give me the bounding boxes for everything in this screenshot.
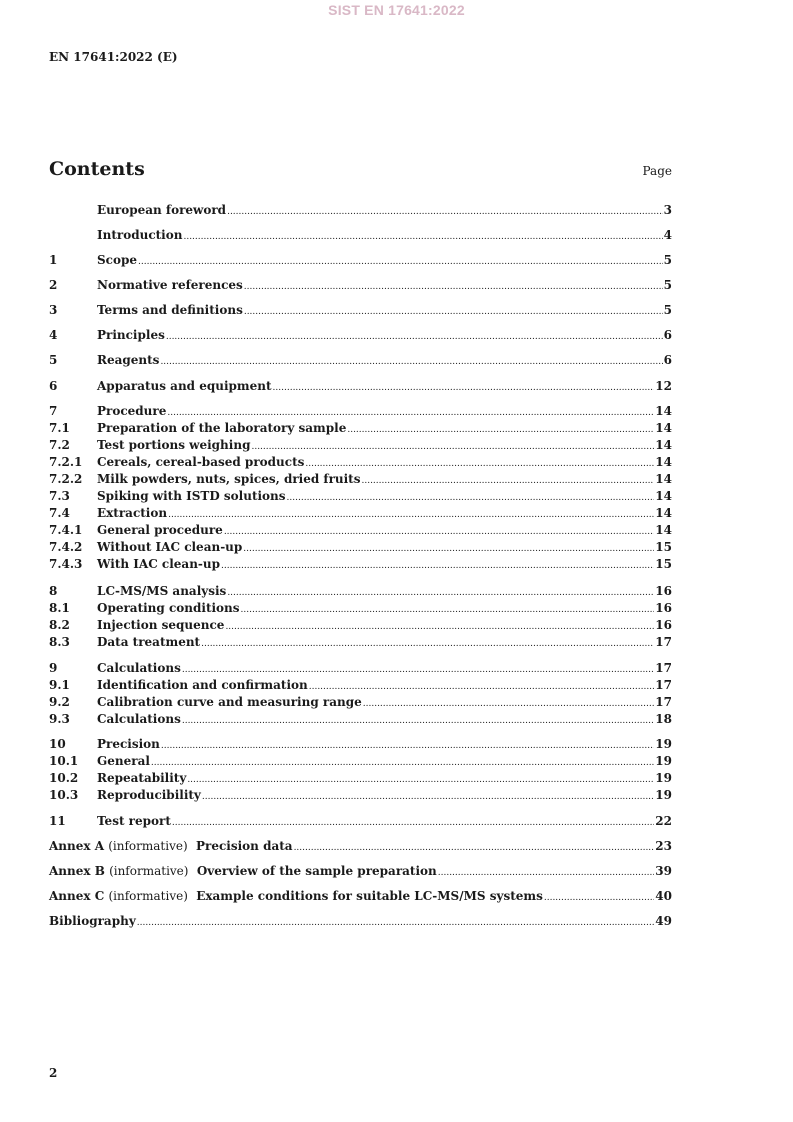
toc-entry-title: Repeatability: [97, 771, 187, 785]
toc-entry-page: 5: [663, 253, 672, 267]
toc-entry[interactable]: [49, 437, 672, 454]
toc-leader-dots: [172, 813, 654, 832]
toc-entry-number: 8.2: [49, 618, 70, 632]
toc-entry-number: 3: [49, 303, 58, 317]
toc-entry-title: Terms and definitions: [97, 303, 243, 317]
toc-entry[interactable]: [49, 378, 672, 395]
toc-entry[interactable]: [49, 352, 672, 369]
toc-leader-dots: [544, 888, 654, 907]
toc-entry-title: Calculations: [97, 661, 181, 675]
toc-entry[interactable]: [49, 600, 672, 617]
toc-leader-dots: [273, 378, 655, 397]
toc-entry-page: 3: [663, 203, 672, 217]
toc-entry-page: 49: [655, 914, 672, 928]
annex-informative-tag: (informative): [109, 864, 189, 878]
toc-leader-dots: [244, 302, 663, 321]
toc-entry[interactable]: [49, 556, 672, 573]
toc-entry-title: Injection sequence: [97, 618, 225, 632]
toc-entry-title: With IAC clean-up: [97, 557, 221, 571]
toc-leader-dots: [183, 227, 662, 246]
toc-entry[interactable]: [49, 711, 672, 728]
page-column-label: Page: [642, 164, 672, 178]
toc-leader-dots: [182, 711, 654, 730]
toc-entry-page: 18: [655, 712, 672, 726]
toc-entry-title: Bibliography: [49, 914, 136, 928]
toc-entry-page: 14: [655, 438, 672, 452]
toc-entry-page: 39: [655, 864, 672, 878]
toc-entry-title: Extraction: [97, 506, 168, 520]
toc-entry-number: 8: [49, 584, 58, 598]
annex-title: Example conditions for suitable LC-MS/MS systems: [196, 889, 543, 903]
toc-entry-number: 7.2.2: [49, 472, 83, 486]
toc-leader-dots: [160, 352, 662, 371]
toc-entry-page: 17: [655, 695, 672, 709]
annex-id: Annex C: [49, 889, 105, 903]
annex-informative-tag: (informative): [108, 889, 188, 903]
toc-annex-label: [49, 863, 437, 880]
toc-entry-title: Calculations: [97, 712, 181, 726]
toc-entry-page: 6: [663, 328, 672, 342]
toc-entry-page: 15: [655, 557, 672, 571]
toc-bibliography-entry[interactable]: [49, 913, 672, 930]
toc-entry-number: 7.4.3: [49, 557, 83, 571]
toc-entry-page: 14: [655, 421, 672, 435]
toc-leader-dots: [201, 634, 654, 653]
toc-entry-title: Principles: [97, 328, 165, 342]
toc-entry-page: 12: [655, 379, 672, 393]
toc-entry[interactable]: [49, 522, 672, 539]
toc-entry[interactable]: [49, 787, 672, 804]
toc-annex-entry[interactable]: [49, 838, 672, 855]
annex-id: Annex B: [49, 864, 105, 878]
toc-entry-page: 40: [655, 889, 672, 903]
toc-entry-number: 1: [49, 253, 58, 267]
toc-entry-page: 19: [655, 771, 672, 785]
toc-entry-page: 16: [655, 584, 672, 598]
toc-entry-title: General: [97, 754, 150, 768]
toc-entry-page: 14: [655, 455, 672, 469]
toc-entry-number: 7.1: [49, 421, 70, 435]
toc-entry-number: 11: [49, 814, 66, 828]
toc-leader-dots: [227, 202, 663, 221]
toc-entry-number: 10.2: [49, 771, 79, 785]
toc-entry-page: 19: [655, 788, 672, 802]
toc-entry-page: 19: [655, 754, 672, 768]
toc-entry-number: 7: [49, 404, 58, 418]
toc-leader-dots: [438, 863, 655, 882]
toc-entry-title: Scope: [97, 253, 138, 267]
toc-entry[interactable]: [49, 252, 672, 269]
toc-entry-number: 7.2: [49, 438, 70, 452]
toc-entry-number: 7.2.1: [49, 455, 83, 469]
toc-entry-page: 19: [655, 737, 672, 751]
toc-entry-page: 14: [655, 472, 672, 486]
toc-entry[interactable]: [49, 617, 672, 634]
toc-entry[interactable]: [49, 454, 672, 471]
toc-entry[interactable]: [49, 420, 672, 437]
document-id: EN 17641:2022 (E): [49, 50, 178, 64]
toc-leader-dots: [221, 556, 654, 575]
toc-entry-number: 9: [49, 661, 58, 675]
toc-entry-number: 8.1: [49, 601, 70, 615]
toc-entry-title: Identification and confirmation: [97, 678, 308, 692]
toc-entry-number: 7.4: [49, 506, 70, 520]
toc-entry-number: 9.1: [49, 678, 70, 692]
toc-entry-title: Spiking with ISTD solutions: [97, 489, 286, 503]
toc-entry-page: 17: [655, 635, 672, 649]
toc-entry-number: 10.3: [49, 788, 79, 802]
toc-entry[interactable]: [49, 753, 672, 770]
toc-entry[interactable]: [49, 403, 672, 420]
toc-entry-page: 14: [655, 506, 672, 520]
toc-entry[interactable]: [49, 660, 672, 677]
toc-entry-number: 7.4.2: [49, 540, 83, 554]
toc-entry-number: 7.3: [49, 489, 70, 503]
toc-entry-number: 9.3: [49, 712, 70, 726]
toc-entry-page: 4: [663, 228, 672, 242]
toc-entry-title: Test portions weighing: [97, 438, 251, 452]
toc-entry-title: Procedure: [97, 404, 167, 418]
toc-entry[interactable]: [49, 202, 672, 219]
annex-informative-tag: (informative): [108, 839, 188, 853]
toc-entry[interactable]: [49, 677, 672, 694]
toc-entry-number: 7.4.1: [49, 523, 83, 537]
toc-entry[interactable]: [49, 471, 672, 488]
toc-entry-page: 6: [663, 353, 672, 367]
toc-entry[interactable]: [49, 694, 672, 711]
toc-entry-title: Data treatment: [97, 635, 201, 649]
toc-entry-title: LC-MS/MS analysis: [97, 584, 227, 598]
toc-entry[interactable]: [49, 488, 672, 505]
toc-leader-dots: [138, 252, 663, 271]
toc-entry-number: 5: [49, 353, 58, 367]
toc-entry-number: 2: [49, 278, 58, 292]
toc-entry-title: Reproducibility: [97, 788, 201, 802]
toc-entry-page: 14: [655, 489, 672, 503]
annex-title: Precision data: [196, 839, 293, 853]
annex-title: Overview of the sample preparation: [196, 864, 437, 878]
toc-entry[interactable]: [49, 539, 672, 556]
watermark: SIST EN 17641:2022: [328, 2, 465, 18]
toc-entry-page: 16: [655, 601, 672, 615]
toc-entry-page: 23: [655, 839, 672, 853]
toc-entry-number: 10: [49, 737, 66, 751]
toc-entry-page: 5: [663, 303, 672, 317]
toc-entry-page: 5: [663, 278, 672, 292]
toc-entry-title: Reagents: [97, 353, 160, 367]
toc-annex-entry[interactable]: [49, 888, 672, 905]
toc-entry[interactable]: [49, 634, 672, 651]
toc-entry-number: 9.2: [49, 695, 70, 709]
toc-entry-number: 10.1: [49, 754, 79, 768]
toc-entry-number: 8.3: [49, 635, 70, 649]
toc-entry[interactable]: [49, 505, 672, 522]
toc-entry-title: Cereals, cereal-based products: [97, 455, 305, 469]
toc-entry[interactable]: [49, 736, 672, 753]
toc-leader-dots: [244, 277, 663, 296]
toc-entry-number: 4: [49, 328, 58, 342]
toc-entry-title: Apparatus and equipment: [97, 379, 272, 393]
toc-entry-page: 22: [655, 814, 672, 828]
toc-entry[interactable]: [49, 813, 672, 830]
toc-entry-page: 15: [655, 540, 672, 554]
toc-leader-dots: [137, 913, 655, 932]
toc-entry-title: Milk powders, nuts, spices, dried fruits: [97, 472, 361, 486]
toc-leader-dots: [202, 787, 654, 806]
toc-entry-title: Without IAC clean-up: [97, 540, 243, 554]
toc-entry-title: General procedure: [97, 523, 223, 537]
toc-entry-title: Operating conditions: [97, 601, 240, 615]
contents-heading: Contents: [49, 158, 145, 180]
toc-entry-page: 17: [655, 678, 672, 692]
toc-entry-page: 14: [655, 404, 672, 418]
toc-entry[interactable]: [49, 583, 672, 600]
toc-entry-title: Preparation of the laboratory sample: [97, 421, 347, 435]
toc-entry[interactable]: [49, 302, 672, 319]
toc-entry-title: Normative references: [97, 278, 243, 292]
toc-entry[interactable]: [49, 277, 672, 294]
footer-page-number: 2: [49, 1066, 58, 1080]
toc-entry-title: Test report: [97, 814, 171, 828]
toc-entry-page: 14: [655, 523, 672, 537]
toc-entry[interactable]: [49, 327, 672, 344]
toc-entry-title: Precision: [97, 737, 160, 751]
toc-entry[interactable]: [49, 770, 672, 787]
toc-entry-page: 16: [655, 618, 672, 632]
toc-entry-number: 6: [49, 379, 58, 393]
toc-annex-label: [49, 838, 293, 855]
toc-entry-page: 17: [655, 661, 672, 675]
toc-leader-dots: [166, 327, 663, 346]
toc-entry[interactable]: [49, 227, 672, 244]
toc-entry-title: Introduction: [97, 228, 183, 242]
annex-id: Annex A: [49, 839, 105, 853]
toc-annex-label: [49, 888, 543, 905]
toc-leader-dots: [294, 838, 655, 857]
toc-entry-title: Calibration curve and measuring range: [97, 695, 362, 709]
toc-entry-title: European foreword: [97, 203, 227, 217]
toc-annex-entry[interactable]: [49, 863, 672, 880]
